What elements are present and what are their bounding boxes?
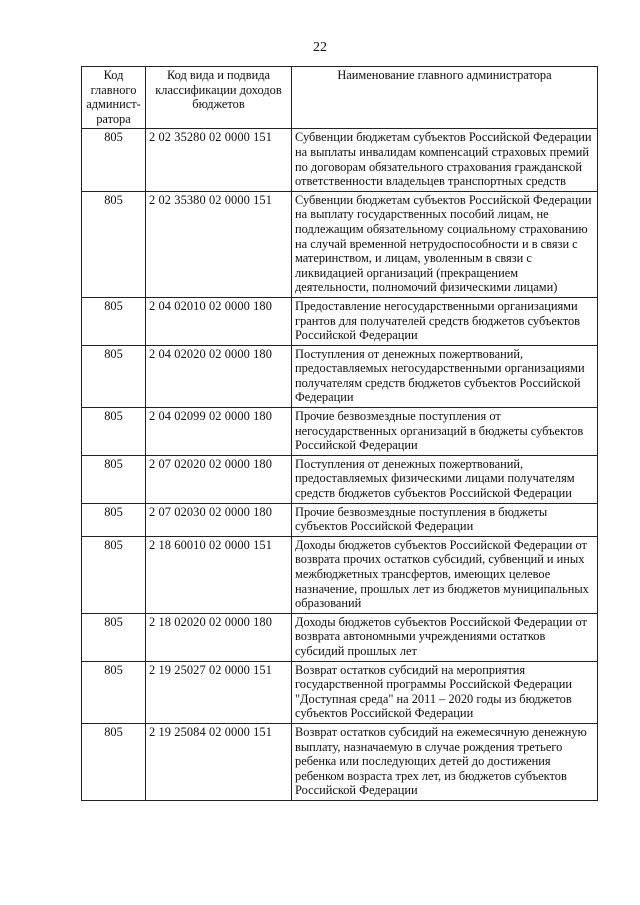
cell-administrator-name: Субвенции бюджетам субъектов Российской Федерации на выплату государственных пособий лицам, не подлежащим обязательному социальному страхованию на случай временной нетрудоспособности и в связи с материнством, и лицам, уволенным в связи с ликвидацией организаций (прекращением деятельности, полномочий физическими лицами) bbox=[292, 191, 598, 297]
cell-administrator-name: Предоставление негосударственными организациями грантов для получателей средств бюджетов субъектов Российской Федерации bbox=[292, 297, 598, 345]
cell-administrator-name: Поступления от денежных пожертвований, предоставляемых физическими лицами получателям средств бюджетов субъектов Российской Федерации bbox=[292, 455, 598, 503]
cell-admin-code: 805 bbox=[82, 408, 146, 456]
cell-classification-code: 2 19 25027 02 0000 151 bbox=[146, 661, 292, 723]
cell-administrator-name: Доходы бюджетов субъектов Российской Федерации от возврата автономными учреждениями остатков субсидий прошлых лет bbox=[292, 613, 598, 661]
table-row bbox=[82, 345, 598, 407]
header-classification: Код вида и подвида классификации доходов бюджетов bbox=[146, 67, 292, 129]
page-number: 22 bbox=[313, 40, 327, 55]
table-row bbox=[82, 503, 598, 536]
table-row bbox=[82, 129, 598, 191]
table-header-row bbox=[82, 67, 598, 129]
header-code: Код главного админист-ратора bbox=[82, 67, 146, 129]
cell-admin-code: 805 bbox=[82, 613, 146, 661]
cell-admin-code: 805 bbox=[82, 455, 146, 503]
cell-administrator-name: Субвенции бюджетам субъектов Российской Федерации на выплаты инвалидам компенсаций страховых премий по договорам обязательного страхования гражданской ответственности владельцев транспортных средств bbox=[292, 129, 598, 191]
table-row bbox=[82, 536, 598, 613]
cell-classification-code: 2 04 02099 02 0000 180 bbox=[146, 408, 292, 456]
cell-classification-code: 2 18 02020 02 0000 180 bbox=[146, 613, 292, 661]
cell-admin-code: 805 bbox=[82, 661, 146, 723]
table-row bbox=[82, 455, 598, 503]
cell-classification-code: 2 02 35380 02 0000 151 bbox=[146, 191, 292, 297]
cell-classification-code: 2 07 02020 02 0000 180 bbox=[146, 455, 292, 503]
cell-admin-code: 805 bbox=[82, 191, 146, 297]
cell-classification-code: 2 04 02020 02 0000 180 bbox=[146, 345, 292, 407]
cell-admin-code: 805 bbox=[82, 536, 146, 613]
cell-administrator-name: Поступления от денежных пожертвований, предоставляемых негосударственными организациями получателям средств бюджетов субъектов Российской Федерации bbox=[292, 345, 598, 407]
cell-classification-code: 2 07 02030 02 0000 180 bbox=[146, 503, 292, 536]
cell-classification-code: 2 19 25084 02 0000 151 bbox=[146, 723, 292, 800]
table-row bbox=[82, 661, 598, 723]
cell-admin-code: 805 bbox=[82, 503, 146, 536]
table-row bbox=[82, 191, 598, 297]
cell-administrator-name: Возврат остатков субсидий на ежемесячную денежную выплату, назначаемую в случае рождения третьего ребенка или последующих детей до достижения ребенком возраста трех лет, из бюджетов субъектов Российской Федерации bbox=[292, 723, 598, 800]
header-name: Наименование главного администратора bbox=[292, 67, 598, 129]
table-body bbox=[82, 129, 598, 801]
cell-administrator-name: Возврат остатков субсидий на мероприятия государственной программы Российской Федерации "Доступная среда" на 2011 – 2020 годы из бюджетов субъектов Российской Федерации bbox=[292, 661, 598, 723]
cell-classification-code: 2 04 02010 02 0000 180 bbox=[146, 297, 292, 345]
cell-admin-code: 805 bbox=[82, 723, 146, 800]
table-row bbox=[82, 408, 598, 456]
cell-administrator-name: Прочие безвозмездные поступления от негосударственных организаций в бюджеты субъектов Российской Федерации bbox=[292, 408, 598, 456]
cell-administrator-name: Доходы бюджетов субъектов Российской Федерации от возврата прочих остатков субсидий, субвенций и иных межбюджетных трансфертов, имеющих целевое назначение, прошлых лет из бюджетов муниципальных образований bbox=[292, 536, 598, 613]
cell-admin-code: 805 bbox=[82, 297, 146, 345]
cell-classification-code: 2 18 60010 02 0000 151 bbox=[146, 536, 292, 613]
table-row bbox=[82, 613, 598, 661]
table-row bbox=[82, 297, 598, 345]
revenue-administrators-table bbox=[81, 66, 598, 801]
table-row bbox=[82, 723, 598, 800]
cell-admin-code: 805 bbox=[82, 345, 146, 407]
cell-administrator-name: Прочие безвозмездные поступления в бюджеты субъектов Российской Федерации bbox=[292, 503, 598, 536]
cell-admin-code: 805 bbox=[82, 129, 146, 191]
cell-classification-code: 2 02 35280 02 0000 151 bbox=[146, 129, 292, 191]
